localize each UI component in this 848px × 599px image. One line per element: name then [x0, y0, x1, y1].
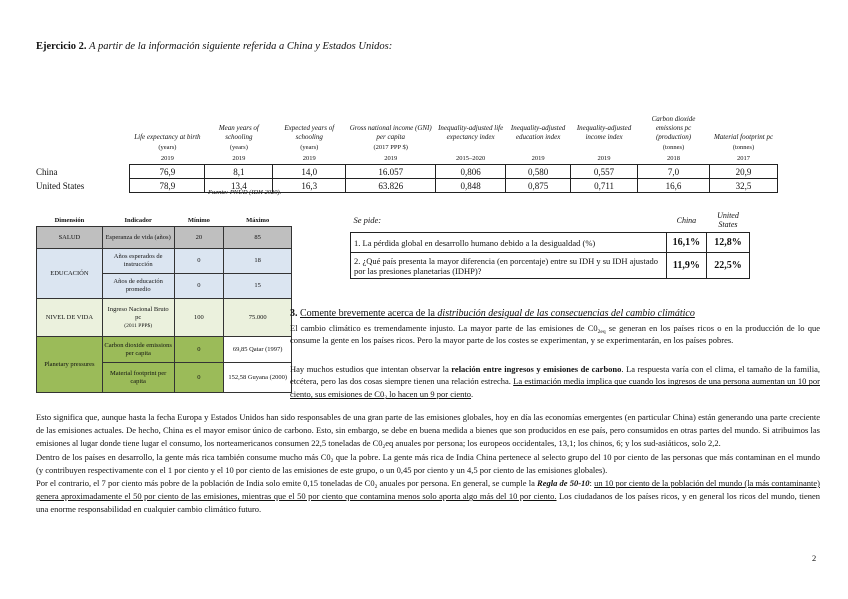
unit-cell: (years)	[229, 143, 248, 151]
bottom-text	[36, 411, 820, 517]
indicator-cell: Carbon dioxide emissions per capita	[102, 337, 174, 363]
data-cell: 0,711	[571, 179, 638, 193]
dim-header: Indicador	[124, 216, 152, 224]
table-row	[351, 233, 750, 253]
country-label: United States	[36, 180, 85, 191]
year-cell: 2019	[160, 154, 174, 162]
col-china: China	[676, 215, 697, 225]
section3-title-b: distribución desigual de las consecuencias del cambio climático	[437, 308, 695, 319]
country-label: China	[36, 166, 58, 177]
indicator-subtext: (2011 PPP$)	[124, 322, 153, 329]
text-run: Esto significa que, aunque hasta la fecha Europa y Estados Unidos han sido responsables de una gran parte de las emisiones globales, hoy en día las economías emergentes (en particular China) están generando una parte creciente de las emisiones actuales. De hecho, China es el mayor emisor único de carbono. Esto, sin embargo, se debe en buena medida a bienes que son producidos en ese país, pero consumidos en otras partes del mundo. Si atribuimos las emisiones al lugar donde tiene lugar el consumo, los norteamericanos consumen 22,5 toneladas de C0	[36, 412, 820, 449]
text-sub: 2eq	[597, 329, 606, 335]
table-source: Fuente: PNUD (IDH 2020).	[208, 189, 282, 196]
indicator-cell: Años de educación promedio	[102, 274, 174, 299]
year-cell: 2018	[667, 154, 680, 162]
text-run: eq anuales por persona; los europeos occidentales, 13,1; los chinos, 6; y los sud-asiáticos, solo 2,2.	[385, 438, 721, 449]
bottom-paragraph-3	[36, 477, 820, 517]
text-bold: relación entre ingresos y emisiones de carbono	[451, 364, 622, 374]
data-cell: 32,5	[709, 179, 777, 193]
question-text: 1. La pérdida global en desarrollo humano debido a la desigualdad (%)	[351, 233, 667, 253]
text-underlined: La estimación media implica que cuando los ingresos de una persona aumentan un 10 por ciento, sus emisiones de C0	[290, 376, 820, 399]
col-us: United States	[717, 211, 739, 229]
col-header: Expected years of schooling	[284, 124, 335, 141]
data-cell: 20,9	[709, 165, 777, 179]
data-cell: 78,9	[130, 179, 205, 193]
data-cell: 0,875	[506, 179, 571, 193]
year-cell: 2019	[302, 154, 316, 162]
max-cell: 15	[224, 274, 292, 299]
data-cell: 76,9	[130, 165, 205, 179]
col-header: Gross national income (GNI) per capita	[349, 124, 432, 141]
min-cell: 100	[174, 299, 224, 337]
table-row	[36, 179, 778, 193]
unit-cell: (years)	[300, 143, 319, 151]
col-header: Material footprint pc	[713, 133, 774, 141]
col-header: Inequality-adjusted life expectancy index	[438, 124, 504, 141]
question-text: 2. ¿Qué país presenta la mayor diferencia (en porcentaje) entre su IDH y su IDH ajustado por las presiones planetarias (IDHP)?	[351, 253, 667, 279]
text-run: Dentro de los países en desarrollo, la gente más rica también consume mucho más C0	[36, 451, 331, 462]
min-cell: 0	[174, 363, 224, 393]
table-row	[37, 337, 292, 363]
col-header: Carbon dioxide emissions pc (production)	[651, 115, 696, 141]
text-run: anuales por persona. En general, se cumple la	[377, 478, 538, 489]
section3-number: 3.	[290, 308, 298, 319]
table-row	[351, 253, 750, 279]
col-header: Mean years of schooling	[218, 124, 259, 141]
se-pide-table	[350, 208, 750, 279]
text-run: :	[589, 478, 595, 489]
dim-header: Máximo	[246, 216, 270, 224]
answer-china: 11,9%	[666, 253, 706, 279]
table-row	[37, 299, 292, 337]
answer-us: 12,8%	[706, 233, 749, 253]
data-cell: 16.057	[346, 165, 436, 179]
max-cell: 18	[224, 249, 292, 274]
data-cell: 0,557	[571, 165, 638, 179]
text-run: .	[470, 388, 474, 399]
text-run: se generan en los países ricos o en la producción de lo que consume la gente en los países ricos. Pero la mayor parte de los costes se experimentan, y se experimentarán, en los países pobres.	[290, 323, 820, 346]
section3-title	[290, 308, 695, 319]
page-number: 2	[812, 553, 817, 563]
max-cell: 85	[224, 227, 292, 249]
unit-cell: (tonnes)	[732, 143, 755, 151]
se-pide-label: Se pide:	[353, 215, 382, 225]
data-cell: 13,4	[205, 179, 273, 193]
text-run: Hay muchos estudios que intentan observar la	[290, 364, 452, 374]
min-cell: 0	[174, 249, 224, 274]
text-sub: 2	[330, 457, 334, 464]
data-cell: 16,6	[638, 179, 710, 193]
section3-paragraph-2	[290, 363, 820, 400]
indicator-cell: Años esperados de instrucción	[102, 249, 174, 274]
indicator-cell: Material footprint per capita	[102, 363, 174, 393]
year-cell: 2019	[384, 154, 398, 162]
dimension-planetary: Planetary pressures	[37, 337, 103, 393]
unit-cell	[571, 142, 638, 152]
dimension-salud: SALUD	[37, 227, 103, 249]
max-cell: 152,58 Guyana (2000)	[224, 363, 292, 393]
data-cell: 63.826	[346, 179, 436, 193]
dimension-educacion: EDUCACIÓN	[37, 249, 103, 299]
dimension-table	[36, 214, 292, 393]
text-sub: 2	[382, 444, 386, 451]
year-cell: 2017	[736, 154, 750, 162]
bottom-paragraph-2	[36, 451, 820, 477]
year-cell: 2019	[597, 154, 611, 162]
text-underlined: un 10 por ciento de la población del mundo (la más contaminante) genera aproximadamente el 50 por ciento de las emisiones, mientras que el 50 por ciento que contamina menos solo aporta algo más del 10 por ciento.	[36, 478, 820, 502]
indicator-cell	[102, 299, 174, 337]
min-cell: 0	[174, 337, 224, 363]
text-run: Los ciudadanos de los países ricos, y en general los ricos del mundo, tienen una enorme responsabilidad en cualquier cambio climático futuro.	[36, 491, 821, 515]
table-row	[37, 227, 292, 249]
unit-cell	[436, 142, 506, 152]
col-header: Life expectancy at birth	[134, 133, 201, 141]
year-cell: 2019	[531, 154, 545, 162]
max-cell: 75.000	[224, 299, 292, 337]
max-cell: 69,85 Qatar (1997)	[224, 337, 292, 363]
data-cell: 0,848	[436, 179, 506, 193]
data-cell: 0,580	[506, 165, 571, 179]
min-cell: 0	[174, 274, 224, 299]
table-row	[37, 249, 292, 274]
unit-cell: (tonnes)	[662, 143, 685, 151]
exercise-title-bold: Ejercicio 2.	[36, 41, 87, 52]
unit-cell: (years)	[158, 143, 177, 151]
indicator-cell: Esperanza de vida (años)	[102, 227, 174, 249]
unit-cell	[506, 142, 571, 152]
text-sub: 2	[384, 394, 387, 401]
rule-50-10: Regla de 50-10	[537, 478, 590, 489]
dim-header: Mínimo	[187, 216, 210, 224]
text-run: que la pobre. La gente más rica de India China pertenece al selecto grupo del 10 por ciento de las personas que más contaminan en el mundo (y contribuyen respectivamente con el 1 por ciento y el 10 por ciento de las emisiones de este grupo, o un 0,45 por ciento y un 4,5 por ciento de las emisiones globales).	[36, 451, 820, 475]
data-cell: 16,3	[273, 179, 346, 193]
data-cell: 8,1	[205, 165, 273, 179]
min-cell: 20	[174, 227, 224, 249]
year-cell: 2015–2020	[456, 154, 486, 162]
text-underlined: lo hacen un 9 por ciento	[386, 388, 471, 399]
text-run: . La respuesta varía con el clima, el tamaño de la familia, etcétera, pero las dos cosas siempre tienen una relación estrecha.	[290, 364, 820, 387]
table-row	[36, 165, 778, 179]
answer-us: 22,5%	[706, 253, 749, 279]
indicator-text: Ingreso Nacional Bruto pc	[107, 305, 169, 321]
data-cell: 7,0	[638, 165, 710, 179]
year-cell: 2019	[232, 154, 246, 162]
text-run: El cambio climático es tremendamente injusto. La mayor parte de las emisiones de C0	[290, 323, 598, 333]
indicators-table	[36, 86, 778, 193]
col-header: Inequality-adjusted income index	[576, 124, 632, 141]
data-cell: 14,0	[273, 165, 346, 179]
answer-china: 16,1%	[666, 233, 706, 253]
bottom-paragraph-1	[36, 411, 820, 451]
unit-cell: (2017 PPP $)	[373, 143, 408, 151]
exercise-title-italic: A partir de la información siguiente referida a China y Estados Unidos:	[89, 41, 393, 52]
section3-paragraph-1	[290, 322, 820, 347]
exercise-title	[36, 41, 392, 52]
dimension-nivel-vida: NIVEL DE VIDA	[37, 299, 103, 337]
dim-header: Dimensión	[54, 216, 85, 224]
data-cell: 0,806	[436, 165, 506, 179]
col-header: Inequality-adjusted education index	[510, 124, 566, 141]
text-run: Por el contrario, el 7 por ciento más pobre de la población de India solo emite 0,15 toneladas de C0	[36, 478, 375, 489]
text-sub: 2	[374, 484, 378, 491]
section3-title-a: Comente brevemente acerca de la	[300, 308, 435, 319]
